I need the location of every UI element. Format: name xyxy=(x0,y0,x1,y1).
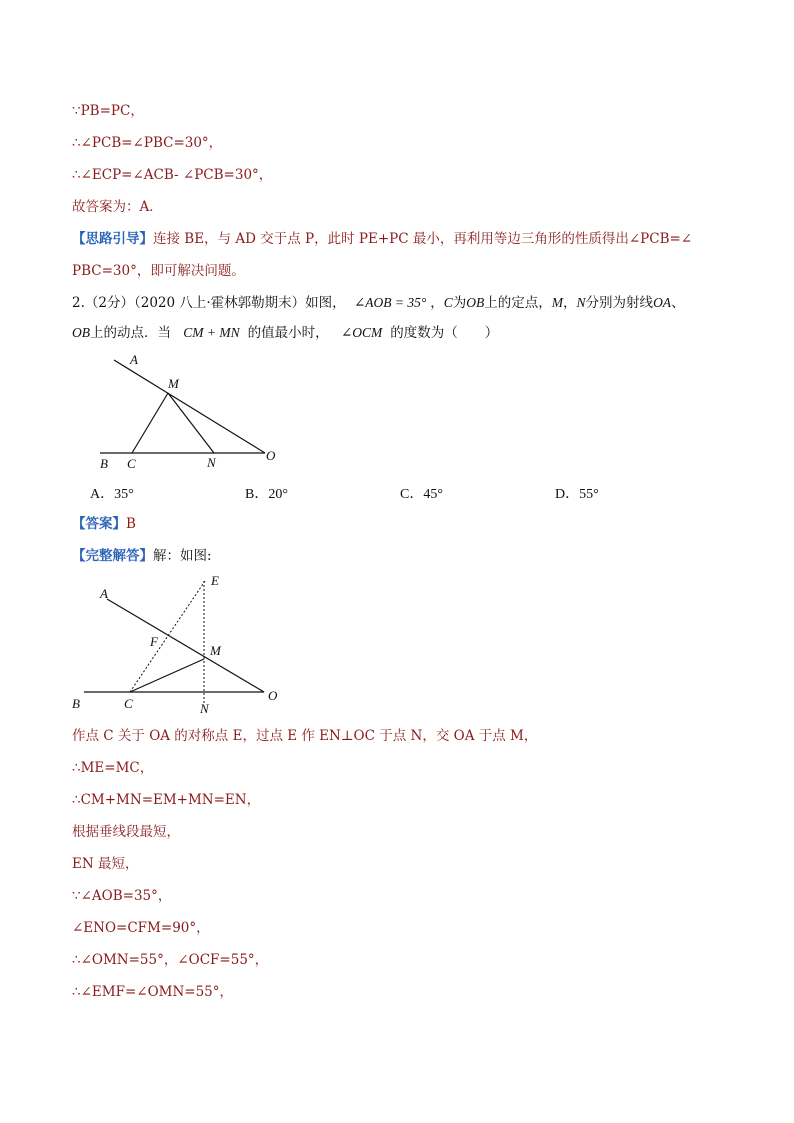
solution-step: ∴CM+MN=EM+MN=EN， xyxy=(72,792,261,808)
math-n: N xyxy=(576,295,586,310)
solution-step: 作点 C 关于 OA 的对称点 E，过点 E 作 EN⊥OC 于点 N，交 OA 于点 M， xyxy=(72,728,538,744)
question-meta: （2分）（2020 八上·霍林郭勒期末）如图， xyxy=(84,295,346,311)
hint-tag: 【思路引导】 xyxy=(72,231,153,247)
segment-cm xyxy=(130,659,204,692)
solution-intro: 解：如图: xyxy=(153,548,212,564)
label-n: N xyxy=(200,701,209,716)
text: ， xyxy=(430,295,444,311)
option-c: C．45° xyxy=(400,487,443,502)
math-ob: OB xyxy=(466,295,485,310)
text: 为 xyxy=(452,295,467,311)
label-c: C xyxy=(124,696,133,711)
geometry-figure-1 xyxy=(90,350,290,475)
solution-step: ∠ENO=CFM=90°， xyxy=(72,920,210,936)
text-line: ∴∠ECP=∠ACB- ∠PCB=30°， xyxy=(72,167,273,183)
label-b: B xyxy=(100,456,108,471)
text-line: 故答案为：A． xyxy=(72,199,163,215)
geometry-figure-2 xyxy=(70,573,285,718)
segment-cm xyxy=(132,393,168,453)
text-line: ∴∠PCB=∠PBC=30°， xyxy=(72,135,223,151)
solution-step: 根据垂线段最短， xyxy=(72,824,180,840)
option-d: D．55° xyxy=(555,487,599,502)
text: 、 xyxy=(671,295,685,311)
text: 上的定点， xyxy=(484,295,552,311)
question-number: 2. xyxy=(72,295,85,311)
option-a: A．35° xyxy=(90,487,134,502)
math-expression: CM + MN xyxy=(183,325,240,340)
question-line-1 xyxy=(72,294,685,312)
segment-mn xyxy=(168,393,214,453)
solution-step: ∴ME=MC， xyxy=(72,760,154,776)
solution-step: ∴∠OMN=55°，∠OCF=55°， xyxy=(72,952,269,968)
solution-step: ∴∠EMF=∠OMN=55°， xyxy=(72,984,234,1000)
text: 的值最小时， xyxy=(247,325,329,341)
answer-line xyxy=(72,515,136,533)
label-a: A xyxy=(130,352,138,367)
label-m: M xyxy=(210,643,221,658)
hint-text: 连接 BE，与 AD 交于点 P，此时 PE+PC 最小，再利用等边三角形的性质得出∠PCB=∠ xyxy=(153,231,693,247)
label-a: A xyxy=(100,586,108,601)
math-angle-aob: ∠AOB = 35° xyxy=(353,295,427,310)
option-b: B．20° xyxy=(245,487,288,502)
text: 分别为射线 xyxy=(585,295,654,311)
solution-tag: 【完整解答】 xyxy=(72,548,153,564)
answer-tag: 【答案】 xyxy=(72,516,126,532)
math-oa: OA xyxy=(653,295,672,310)
solution-heading xyxy=(72,547,212,565)
math-m: M xyxy=(551,295,564,310)
math-c: C xyxy=(443,295,453,310)
label-c: C xyxy=(127,456,136,471)
solution-step: EN 最短， xyxy=(72,856,139,872)
label-o: O xyxy=(266,448,276,463)
ray-oa xyxy=(114,360,265,453)
math-angle-ocm: ∠OCM xyxy=(340,325,383,340)
math-ob: OB xyxy=(72,325,90,340)
solution-step: ∵∠AOB=35°， xyxy=(72,888,172,904)
answer-value: B xyxy=(126,516,136,532)
text-line: PBC=30°，即可解决问题。 xyxy=(72,263,245,279)
text-line: ∵PB=PC， xyxy=(72,103,144,119)
text: 的度数为（ ） xyxy=(390,325,499,341)
hint-paragraph xyxy=(72,230,692,248)
question-line-2 xyxy=(72,324,498,342)
label-b: B xyxy=(72,696,80,711)
label-f: F xyxy=(150,634,158,649)
ray-oa xyxy=(107,599,264,692)
text: ， xyxy=(563,295,577,311)
label-m: M xyxy=(168,376,179,391)
label-o: O xyxy=(268,688,278,703)
label-n: N xyxy=(207,455,216,470)
text: 上的动点．当 xyxy=(90,325,171,341)
label-e: E xyxy=(211,573,219,588)
